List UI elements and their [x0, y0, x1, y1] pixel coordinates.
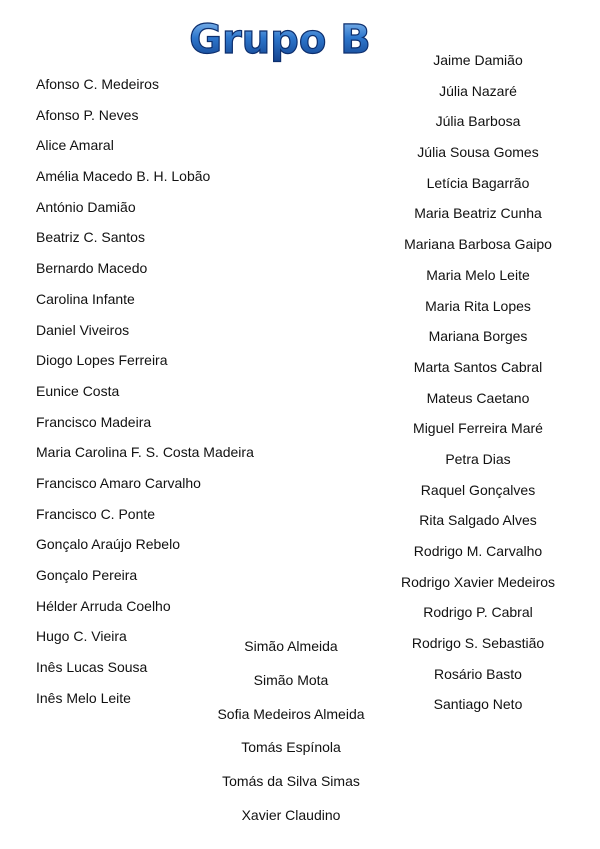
- name-item: Miguel Ferreira Maré: [413, 420, 543, 437]
- name-item: Gonçalo Pereira: [36, 567, 138, 583]
- page-title: [170, 10, 390, 72]
- name-item: Amélia Macedo B. H. Lobão: [36, 168, 211, 185]
- name-item: Alice Amaral: [36, 137, 114, 154]
- name-item: Francisco C. Ponte: [36, 505, 156, 522]
- name-item: Daniel Viveiros: [36, 321, 130, 338]
- name-item: Eunice Costa: [36, 382, 120, 399]
- name-item: Rosário Basto: [434, 665, 522, 682]
- name-item: Marta Santos Cabral: [413, 358, 543, 375]
- name-item: Gonçalo Araújo Rebelo: [36, 536, 180, 553]
- name-item: Letícia Bagarrão: [426, 174, 530, 191]
- name-item: Maria Beatriz Cunha: [414, 205, 542, 222]
- name-item: Rodrigo P. Cabral: [423, 604, 533, 621]
- name-item: Raquel Gonçalves: [420, 481, 536, 498]
- name-item: Júlia Nazaré: [439, 82, 517, 99]
- name-list-left: [36, 75, 254, 719]
- name-item: Petra Dias: [445, 450, 511, 467]
- name-item: Maria Melo Leite: [426, 266, 530, 283]
- name-item: Bernardo Macedo: [36, 260, 148, 277]
- name-item: Rodrigo M. Carvalho: [413, 543, 543, 559]
- name-item: Hugo C. Vieira: [36, 628, 127, 645]
- name-item: Mateus Caetano: [426, 389, 530, 406]
- name-item: Sofia Medeiros Almeida: [217, 705, 365, 722]
- name-list-right: [380, 51, 576, 726]
- name-item: Inês Melo Leite: [36, 689, 131, 706]
- name-item: Inês Lucas Sousa: [36, 659, 148, 676]
- name-item: Rita Salgado Alves: [419, 512, 537, 529]
- name-item: Santiago Neto: [433, 696, 523, 713]
- name-item: Tomás da Silva Simas: [222, 773, 360, 790]
- name-item: Jaime Damião: [433, 52, 523, 68]
- name-item: António Damião: [36, 198, 136, 215]
- name-item: Mariana Borges: [428, 328, 528, 345]
- name-item: Maria Carolina F. S. Costa Madeira: [36, 444, 254, 461]
- name-item: Afonso C. Medeiros: [36, 76, 159, 92]
- name-item: Afonso P. Neves: [36, 106, 139, 123]
- name-item: Carolina Infante: [36, 290, 135, 307]
- name-item: Tomás Espínola: [241, 739, 341, 756]
- name-item: Beatriz C. Santos: [36, 229, 145, 246]
- name-item: Simão Mota: [253, 671, 329, 688]
- name-item: Maria Rita Lopes: [425, 297, 531, 314]
- name-item: Júlia Sousa Gomes: [417, 144, 539, 161]
- name-item: Mariana Barbosa Gaipo: [404, 236, 552, 253]
- name-item: Diogo Lopes Ferreira: [36, 352, 168, 369]
- name-list-middle: [200, 637, 382, 840]
- name-item: Rodrigo Xavier Medeiros: [400, 573, 556, 590]
- name-item: Hélder Arruda Coelho: [36, 597, 171, 614]
- name-item: Júlia Barbosa: [435, 113, 521, 130]
- name-item: Simão Almeida: [244, 638, 338, 654]
- name-item: Francisco Madeira: [36, 413, 152, 430]
- name-item: Francisco Amaro Carvalho: [36, 474, 201, 491]
- page-title-text: Grupo B: [189, 17, 371, 63]
- name-item: Xavier Claudino: [241, 806, 341, 823]
- name-item: Rodrigo S. Sebastião: [411, 635, 545, 652]
